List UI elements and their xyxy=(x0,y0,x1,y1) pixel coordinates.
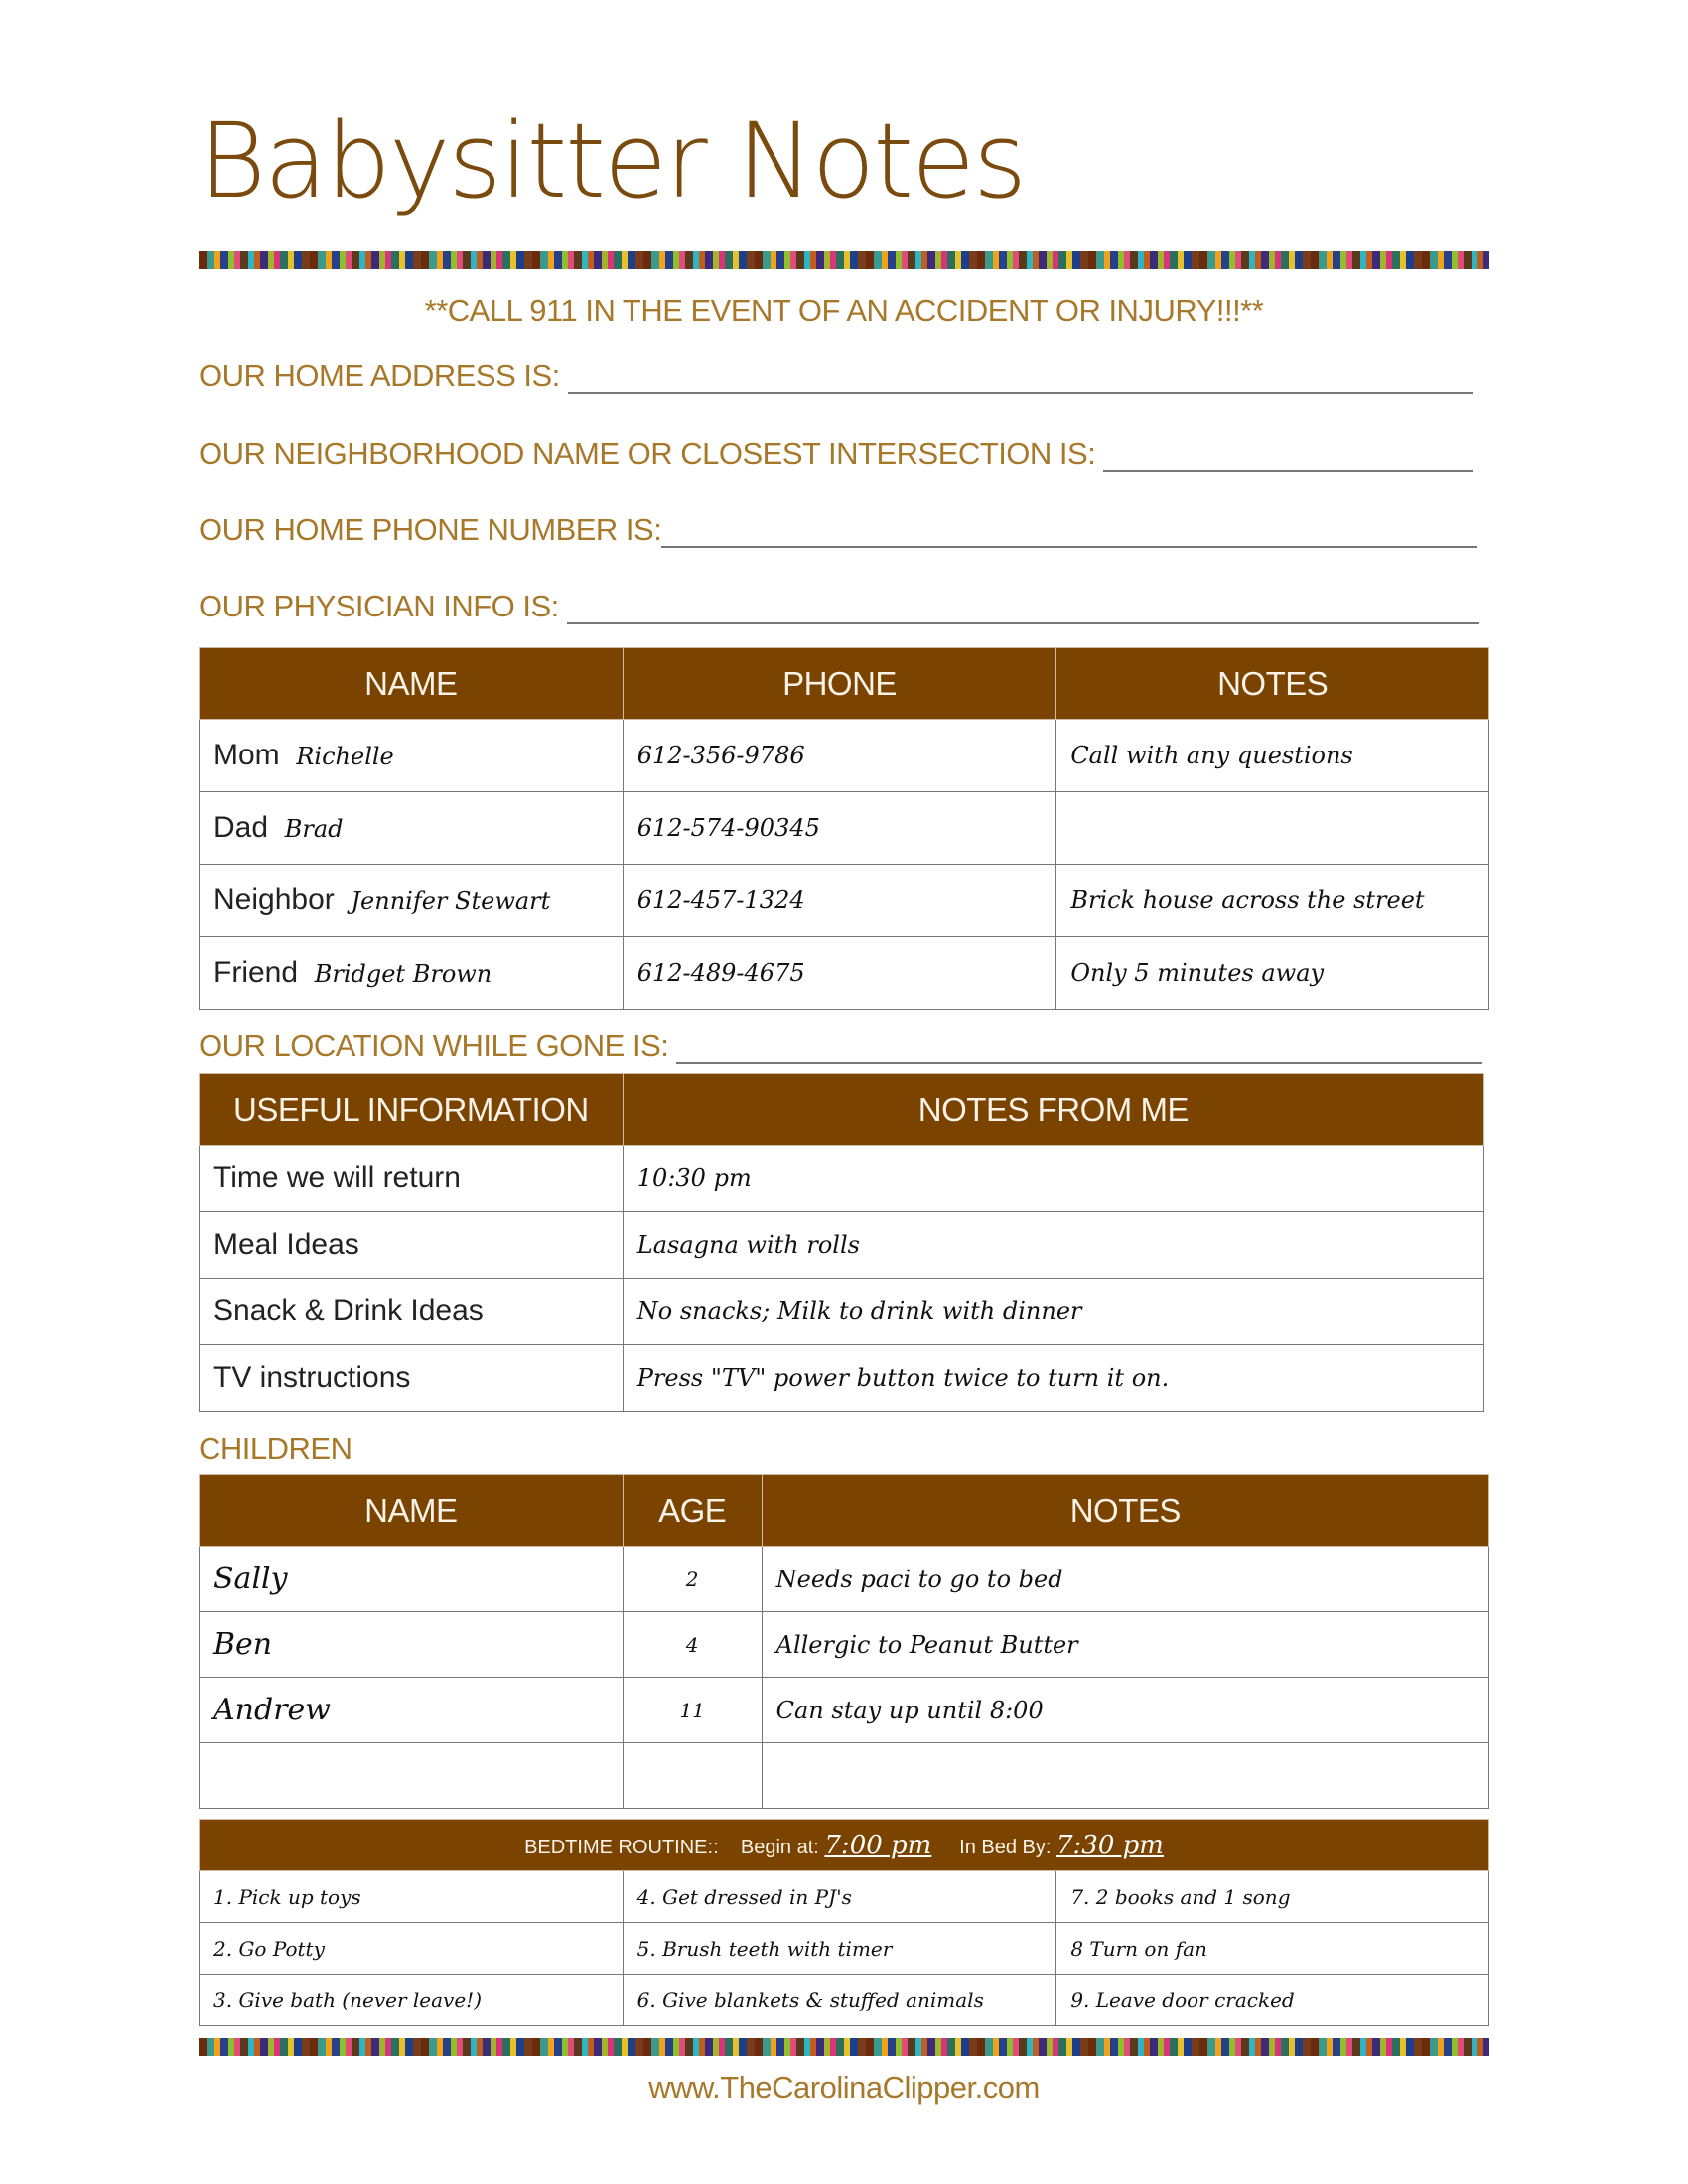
useful-info-table xyxy=(199,1073,1484,1412)
home-address-label: OUR HOME ADDRESS IS: xyxy=(199,358,560,393)
child-notes xyxy=(762,1743,1488,1809)
bedtime-bed-label: In Bed By: xyxy=(959,1836,1052,1858)
home-phone-label: OUR HOME PHONE NUMBER IS: xyxy=(199,512,662,547)
bedtime-step: 8 Turn on fan xyxy=(1056,1923,1489,1975)
bedtime-step: 1. Pick up toys xyxy=(200,1871,624,1923)
neighborhood-label: OUR NEIGHBORHOOD NAME OR CLOSEST INTERSECTION IS: xyxy=(199,436,1096,471)
child-row-empty xyxy=(200,1743,1489,1809)
contact-role: Neighbor xyxy=(213,884,335,916)
physician-blank[interactable] xyxy=(567,589,1479,624)
child-row xyxy=(200,1678,1489,1743)
contact-notes: Brick house across the street xyxy=(1056,865,1489,937)
useful-value: 10:30 pm xyxy=(623,1146,1483,1212)
page-title: Babysitter Notes xyxy=(199,100,1026,221)
child-name: Andrew xyxy=(200,1678,624,1743)
contact-row-neighbor xyxy=(200,865,1489,937)
bedtime-header xyxy=(200,1820,1489,1871)
contact-role: Friend xyxy=(213,956,299,989)
child-notes: Needs paci to go to bed xyxy=(762,1547,1488,1612)
useful-value: Press "TV" power button twice to turn it on. xyxy=(623,1345,1483,1412)
contact-name-cell xyxy=(200,792,624,865)
useful-header-info: USEFUL INFORMATION xyxy=(200,1074,624,1146)
contact-name: Richelle xyxy=(296,743,394,770)
bedtime-routine-table xyxy=(199,1819,1489,2026)
physician-label: OUR PHYSICIAN INFO IS: xyxy=(199,589,559,623)
child-age: 4 xyxy=(623,1612,762,1678)
useful-row xyxy=(200,1146,1484,1212)
contact-notes xyxy=(1056,792,1489,865)
location-blank[interactable] xyxy=(676,1028,1482,1064)
useful-row xyxy=(200,1345,1484,1412)
contact-phone: 612-489-4675 xyxy=(623,937,1056,1010)
bedtime-begin-label: Begin at: xyxy=(740,1836,819,1858)
contact-name: Brad xyxy=(284,815,344,843)
bedtime-bed-value: 7:30 pm xyxy=(1055,1830,1164,1860)
children-header-notes: NOTES xyxy=(762,1475,1488,1547)
contact-phone: 612-457-1324 xyxy=(623,865,1056,937)
contact-row-mom xyxy=(200,720,1489,792)
location-label: OUR LOCATION WHILE GONE IS: xyxy=(199,1028,669,1063)
child-name: Sally xyxy=(200,1547,624,1612)
physician-field[interactable] xyxy=(199,583,1479,624)
child-age xyxy=(623,1743,762,1809)
bedtime-step: 9. Leave door cracked xyxy=(1056,1975,1489,2026)
contact-name-cell xyxy=(200,720,624,792)
children-header-age: AGE xyxy=(623,1475,762,1547)
bedtime-step-row xyxy=(200,1975,1489,2026)
contact-row-dad xyxy=(200,792,1489,865)
contacts-header-row xyxy=(200,648,1489,720)
contacts-header-phone: PHONE xyxy=(623,648,1056,720)
children-header-name: NAME xyxy=(200,1475,624,1547)
emergency-notice: **CALL 911 IN THE EVENT OF AN ACCIDENT OR INJURY!!!** xyxy=(424,293,1264,328)
useful-label: Time we will return xyxy=(200,1146,624,1212)
useful-row xyxy=(200,1279,1484,1345)
useful-row xyxy=(200,1212,1484,1279)
useful-label: Meal Ideas xyxy=(200,1212,624,1279)
contacts-table xyxy=(199,647,1489,1010)
contact-role: Dad xyxy=(213,811,269,844)
bedtime-label: BEDTIME ROUTINE:: xyxy=(524,1836,719,1858)
bedtime-step: 3. Give bath (never leave!) xyxy=(200,1975,624,2026)
bottom-decorative-stripe xyxy=(199,2038,1489,2056)
contacts-header-notes: NOTES xyxy=(1056,648,1489,720)
bedtime-step: 4. Get dressed in PJ's xyxy=(623,1871,1056,1923)
child-row xyxy=(200,1612,1489,1678)
bedtime-header-row xyxy=(200,1820,1489,1871)
location-field[interactable] xyxy=(199,1023,1482,1064)
top-decorative-stripe xyxy=(199,251,1489,269)
contact-name-cell xyxy=(200,865,624,937)
useful-header-notes: NOTES FROM ME xyxy=(623,1074,1483,1146)
bedtime-step: 7. 2 books and 1 song xyxy=(1056,1871,1489,1923)
children-header-row xyxy=(200,1475,1489,1547)
useful-label: Snack & Drink Ideas xyxy=(200,1279,624,1345)
footer-website: www.TheCarolinaClipper.com xyxy=(648,2070,1040,2105)
home-phone-blank[interactable] xyxy=(661,512,1477,548)
child-row xyxy=(200,1547,1489,1612)
contact-phone: 612-356-9786 xyxy=(623,720,1056,792)
bedtime-step-row xyxy=(200,1871,1489,1923)
contact-name: Jennifer Stewart xyxy=(351,887,551,915)
bedtime-begin-value: 7:00 pm xyxy=(824,1830,932,1860)
contact-notes: Call with any questions xyxy=(1056,720,1489,792)
bedtime-step: 2. Go Potty xyxy=(200,1923,624,1975)
home-address-blank[interactable] xyxy=(568,358,1473,394)
bedtime-step: 6. Give blankets & stuffed animals xyxy=(623,1975,1056,2026)
contact-role: Mom xyxy=(213,739,280,771)
useful-value: Lasagna with rolls xyxy=(623,1212,1483,1279)
bedtime-step-row xyxy=(200,1923,1489,1975)
child-notes: Can stay up until 8:00 xyxy=(762,1678,1488,1743)
home-phone-field[interactable] xyxy=(199,506,1477,548)
bedtime-step: 5. Brush teeth with timer xyxy=(623,1923,1056,1975)
useful-header-row xyxy=(200,1074,1484,1146)
children-label: CHILDREN xyxy=(199,1432,352,1466)
contact-name: Bridget Brown xyxy=(314,960,492,988)
useful-label: TV instructions xyxy=(200,1345,624,1412)
neighborhood-blank[interactable] xyxy=(1103,436,1473,472)
contact-row-friend xyxy=(200,937,1489,1010)
child-age: 2 xyxy=(623,1547,762,1612)
contact-name-cell xyxy=(200,937,624,1010)
contacts-header-name: NAME xyxy=(200,648,624,720)
child-name xyxy=(200,1743,624,1809)
useful-value: No snacks; Milk to drink with dinner xyxy=(623,1279,1483,1345)
contact-phone: 612-574-90345 xyxy=(623,792,1056,865)
contact-notes: Only 5 minutes away xyxy=(1056,937,1489,1010)
child-notes: Allergic to Peanut Butter xyxy=(762,1612,1488,1678)
child-age: 11 xyxy=(623,1678,762,1743)
neighborhood-field[interactable] xyxy=(199,430,1473,472)
children-table xyxy=(199,1474,1489,1809)
child-name: Ben xyxy=(200,1612,624,1678)
home-address-field[interactable] xyxy=(199,352,1473,394)
